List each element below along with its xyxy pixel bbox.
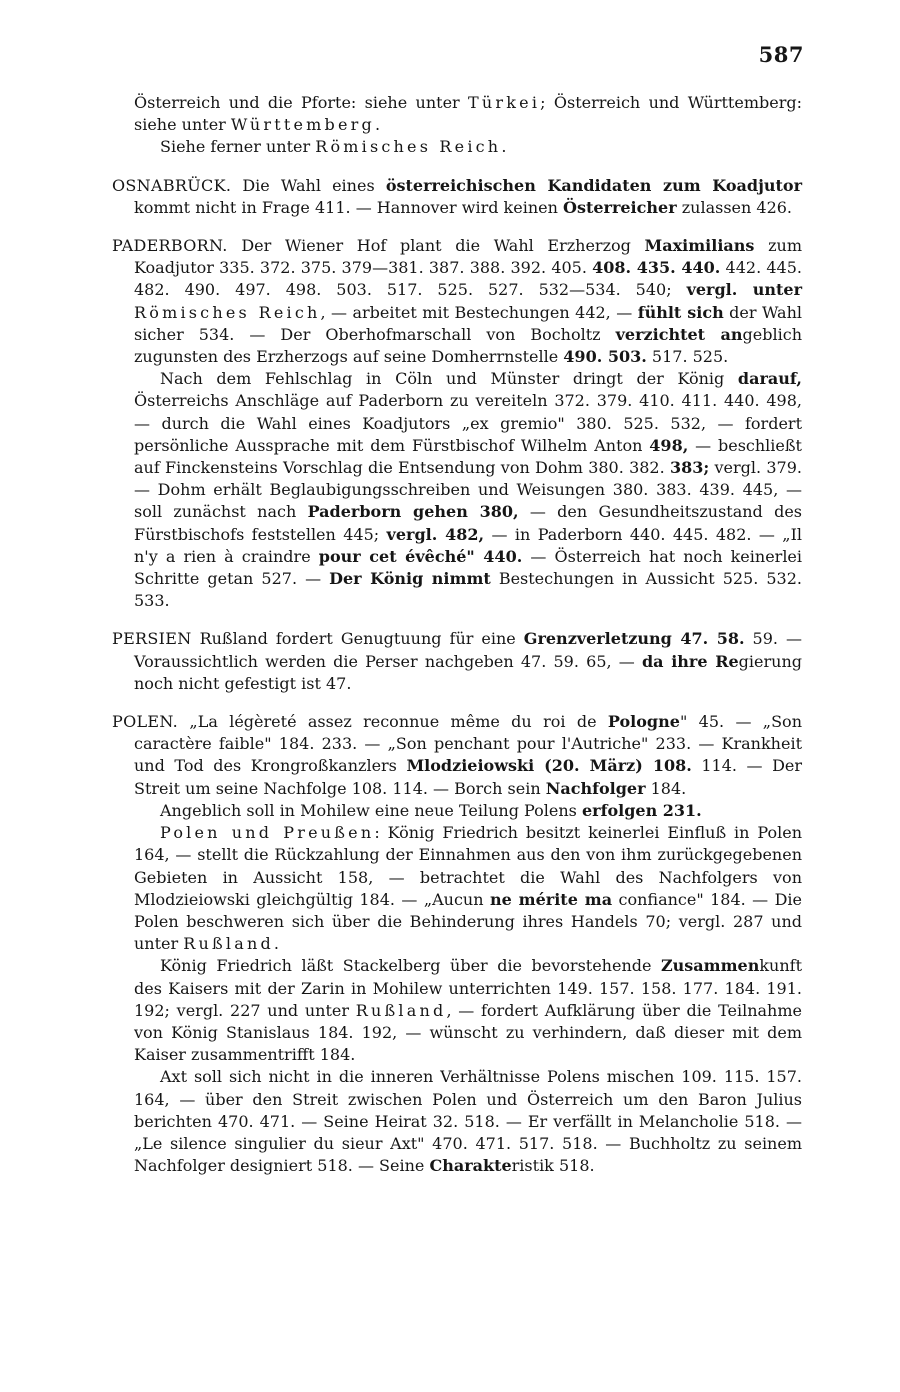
text-segment: verzichtet an: [615, 324, 743, 344]
index-paragraph: [112, 136, 802, 158]
index-paragraph: [112, 235, 802, 368]
text-segment: 442. 445. 482. 490. 497. 498. 503. 517. 525. 527. 532—534. 540;: [134, 258, 802, 300]
entry-headword: PADERBORN.: [112, 236, 228, 256]
text-segment: Polen und Preußen: [160, 823, 375, 843]
text-segment: Württemberg: [230, 115, 375, 135]
text-segment: confiance" 184. — Die Polen beschweren sich über die Behinderung ihres Handels 70; vergl. 287 und unter: [134, 889, 802, 954]
index-paragraph: [112, 711, 802, 800]
index-entry-osnabrueck: [112, 175, 802, 219]
text-segment: pour cet évêché" 440.: [318, 546, 523, 566]
text-segment: 59. — Voraussichtlich werden die Perser nachgeben 47. 59. 65, —: [134, 629, 802, 671]
text-segment: Österreicher: [563, 197, 677, 217]
text-segment: Die Wahl eines: [231, 175, 386, 195]
index-paragraph: [112, 955, 802, 1066]
text-segment: Römisches Reich: [134, 302, 321, 322]
text-segment: Der König nimmt: [329, 569, 491, 589]
index-paragraph: [112, 92, 802, 136]
entry-headword: OSNABRÜCK.: [112, 175, 232, 195]
text-segment: Bestechungen in Aussicht 525. 532. 533.: [134, 569, 802, 611]
index-text-column: [112, 92, 802, 1193]
index-paragraph: [112, 368, 802, 612]
text-segment: 517. 525.: [646, 347, 729, 367]
text-segment: zum Koadjutor 335. 372. 375. 379—381. 387. 388. 392. 405.: [134, 236, 802, 278]
text-segment: .: [273, 934, 279, 954]
text-segment: Nach dem Fehlschlag in Cöln und Münster dringt der König: [160, 369, 738, 389]
text-segment: 114. — Der Streit um seine Nachfolge 108. 114. — Borch sein: [134, 756, 803, 798]
text-segment: — den Gesundheitszustand des Fürstbischofs feststellen 445;: [134, 502, 803, 544]
index-entry-oesterreich-continued: [112, 92, 802, 159]
text-segment: 498,: [649, 435, 689, 455]
text-segment: geblich zugunsten des Erzherzogs auf seine Domherrnstelle: [134, 324, 802, 367]
page-number: 587: [758, 42, 804, 67]
index-paragraph: [112, 1066, 802, 1177]
text-segment: 408. 435. 440.: [592, 258, 721, 278]
text-segment: Siehe ferner unter: [160, 137, 316, 157]
text-segment: — beschließt auf Finckensteins Vorschlag die Entsendung von Dohm 380. 382.: [134, 435, 802, 478]
index-entry-persien: [112, 628, 802, 695]
text-segment: kunft des Kaisers mit der Zarin in Mohilew unterrichten 149. 157. 158. 177. 184. 191. 192; vergl. 227 und unter: [134, 956, 802, 1020]
text-segment: Österreich und die Pforte: siehe unter: [134, 93, 469, 112]
text-segment: vergl. 379. — Dohm erhält Beglaubigungsschreiben und Weisungen 380. 383. 439. 445, — soll zunächst nach: [134, 458, 802, 522]
text-segment: Österreichs Anschläge auf Paderborn zu vereiteln 372. 379. 410. 411. 440. 498, — durch die Wahl eines Koadjutors „ex gremio" 380. 525. 532, — fordert persönliche Aussprache mit dem Fürstbischof Wilhelm Anton: [134, 391, 802, 455]
text-segment: " 45. — „Son caractère faible" 184. 233. — „Son penchant pour l'Autriche" 233. — Krankheit und Tod des Krongroßkanzlers: [134, 712, 802, 776]
index-paragraph: [112, 175, 802, 219]
index-entry-paderborn: [112, 235, 802, 612]
index-paragraph: [112, 628, 802, 695]
text-segment: Grenzverletzung 47. 58.: [523, 629, 745, 649]
text-segment: erfolgen 231.: [581, 800, 702, 820]
text-segment: Angeblich soll in Mohilew eine neue Teilung Polens: [160, 800, 582, 820]
text-segment: Rußland: [183, 934, 274, 954]
text-segment: 184.: [645, 778, 687, 798]
text-segment: König Friedrich läßt Stackelberg über die bevorstehende: [160, 956, 661, 976]
text-segment: ne mérite ma: [489, 889, 613, 909]
text-segment: , — fordert Aufklärung über die Teilnahme von König Stanislaus 184. 192, — wünscht zu verhindern, daß dieser mit dem Kaiser zusammentrifft 184.: [134, 1000, 802, 1065]
index-paragraph: [112, 822, 802, 955]
text-segment: Römisches Reich: [315, 137, 502, 157]
text-segment: Axt soll sich nicht in die inneren Verhältnisse Polens mischen 109. 115. 157. 164, — über den Streit zwischen Polen und Österreich um den Baron Julius berichten 470. 471. — Seine Heirat 32. 518. — Er verfällt in Melancholie 518. — „Le silence singulier du sieur Axt" 470. 471. 517. 518. — Buchholtz zu seinem Nachfolger designiert 518. — Seine: [134, 1067, 802, 1176]
text-segment: Paderborn gehen 380,: [307, 502, 519, 522]
text-segment: Rußland: [355, 1000, 447, 1020]
text-segment: der Wahl sicher 534. — Der Oberhofmarschall von Bocholtz: [134, 302, 803, 344]
text-segment: Türkei: [468, 93, 541, 112]
text-segment: — Österreich hat noch keinerlei Schritte getan 527. —: [134, 546, 803, 589]
text-segment: vergl. 482,: [386, 524, 485, 544]
text-segment: 383;: [669, 458, 710, 478]
text-segment: kommt nicht in Frage 411. — Hannover wird keinen: [134, 197, 563, 217]
text-segment: : König Friedrich besitzt keinerlei Einfluß in Polen 164, — stellt die Rückzahlung der Einnahmen aus den von ihm zurückgegebenen Gebieten in Aussicht 158, — betrachtet die Wahl des Nachfolgers von Mlodzieiowski gleichgültig 184. — „Aucun: [134, 823, 803, 909]
text-segment: Rußland fordert Genugtuung für eine: [191, 629, 524, 649]
text-segment: da ihre Re: [641, 651, 739, 671]
text-segment: Zusammen: [660, 956, 760, 976]
index-entry-polen: [112, 711, 802, 1177]
index-paragraph: [112, 800, 802, 822]
text-segment: 490. 503.: [563, 347, 647, 367]
text-segment: fühlt sich: [637, 302, 724, 322]
entry-headword: PERSIEN: [112, 629, 192, 649]
text-segment: Nachfolger: [545, 778, 646, 798]
text-segment: „La légèreté assez reconnue même du roi de: [178, 712, 608, 732]
text-segment: , — arbeitet mit Bestechungen 442, —: [320, 302, 638, 322]
text-segment: vergl. unter: [686, 280, 803, 300]
text-segment: ; Österreich und Württemberg: siehe unter: [134, 93, 802, 135]
text-segment: .: [501, 137, 507, 157]
text-segment: Charakte: [429, 1156, 512, 1176]
text-segment: ristik 518.: [511, 1156, 595, 1176]
entry-headword: POLEN.: [112, 712, 179, 732]
text-segment: Pologne: [607, 712, 680, 732]
text-segment: gierung noch nicht gefestigt ist 47.: [134, 651, 802, 693]
text-segment: Mlodzieiowski (20. März) 108.: [406, 756, 692, 776]
text-segment: zulassen 426.: [676, 197, 793, 217]
text-segment: darauf,: [737, 369, 802, 389]
text-segment: Der Wiener Hof plant die Wahl Erzherzog: [227, 236, 645, 256]
text-segment: österreichischen Kandidaten zum Koadjutor: [385, 175, 803, 195]
text-segment: — in Paderborn 440. 445. 482. — „Il n'y a rien à craindre: [134, 524, 803, 566]
text-segment: Maximilians: [644, 236, 755, 256]
text-segment: .: [374, 115, 381, 135]
